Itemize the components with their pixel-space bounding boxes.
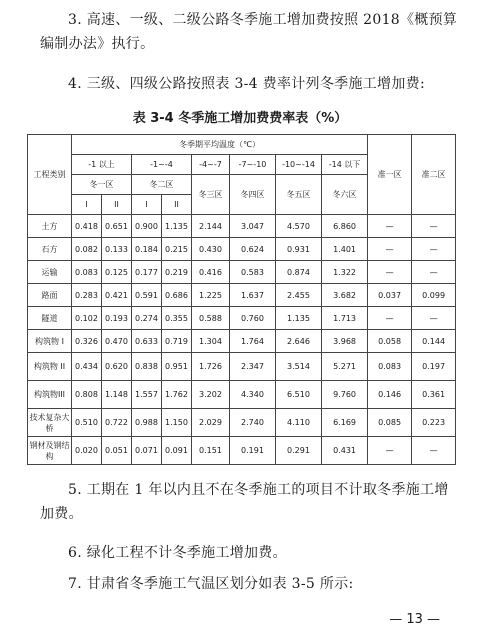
rate-cell: 0.083 — [368, 353, 412, 381]
rate-cell: 0.219 — [162, 261, 192, 284]
rate-cell: 0.620 — [102, 353, 132, 381]
rate-cell: 6.169 — [322, 409, 368, 437]
row-label: 土方 — [28, 215, 72, 238]
rate-cell: 0.071 — [132, 437, 162, 465]
header-range: -14 以下 — [322, 155, 368, 175]
rate-cell: 0.624 — [230, 238, 276, 261]
rate-cell: 1.135 — [276, 307, 322, 330]
header-zone: 冬六区 — [322, 175, 368, 215]
row-label: 构筑物III — [28, 381, 72, 409]
rate-cell: 4.570 — [276, 215, 322, 238]
rate-cell: 0.686 — [162, 284, 192, 307]
header-sub: I — [132, 195, 162, 215]
row-label: 隧道 — [28, 307, 72, 330]
rate-cell: 0.988 — [132, 409, 162, 437]
rate-cell: 3.514 — [276, 353, 322, 381]
header-zone: 冬二区 — [132, 175, 192, 195]
rate-cell: 0.082 — [72, 238, 102, 261]
header-range: -10~-14 — [276, 155, 322, 175]
rate-cell: 0.283 — [72, 284, 102, 307]
header-zone: 冬一区 — [72, 175, 132, 195]
rate-cell: — — [412, 261, 456, 284]
rate-cell: 1.304 — [192, 330, 230, 353]
rate-cell: 0.051 — [102, 437, 132, 465]
header-zhun2: 准二区 — [412, 135, 456, 215]
rate-cell: 0.193 — [102, 307, 132, 330]
table-row — [28, 381, 456, 409]
row-label: 路面 — [28, 284, 72, 307]
rate-cell: 0.808 — [72, 381, 102, 409]
rate-cell: 1.557 — [132, 381, 162, 409]
header-range: -1~-4 — [132, 155, 192, 175]
rate-cell: 0.510 — [72, 409, 102, 437]
rate-cell: 0.434 — [72, 353, 102, 381]
rate-cell: 0.470 — [102, 330, 132, 353]
rate-cell: 2.740 — [230, 409, 276, 437]
rate-cell: 0.874 — [276, 261, 322, 284]
header-sub: I — [72, 195, 102, 215]
header-sub: II — [162, 195, 192, 215]
rate-cell: 1.637 — [230, 284, 276, 307]
rate-cell: 1.713 — [322, 307, 368, 330]
rate-cell: 0.361 — [412, 381, 456, 409]
header-zone: 冬五区 — [276, 175, 322, 215]
rate-cell: 3.682 — [322, 284, 368, 307]
rate-cell: 0.633 — [132, 330, 162, 353]
rate-cell: 1.135 — [162, 215, 192, 238]
row-label: 石方 — [28, 238, 72, 261]
rate-cell: — — [412, 215, 456, 238]
rate-cell: 0.085 — [368, 409, 412, 437]
rate-cell: 6.860 — [322, 215, 368, 238]
rate-cell: 2.029 — [192, 409, 230, 437]
rate-cell: — — [368, 238, 412, 261]
rate-cell: 2.144 — [192, 215, 230, 238]
rate-cell: 0.223 — [412, 409, 456, 437]
rate-cell: 0.102 — [72, 307, 102, 330]
rate-cell: 0.184 — [132, 238, 162, 261]
rate-cell: 0.719 — [162, 330, 192, 353]
rate-cell: 9.760 — [322, 381, 368, 409]
header-range: -7~-10 — [230, 155, 276, 175]
rate-cell: — — [368, 437, 412, 465]
header-category: 工程类别 — [28, 135, 72, 215]
rate-cell: — — [368, 307, 412, 330]
rate-cell: 0.291 — [276, 437, 322, 465]
table-row — [28, 238, 456, 261]
rate-cell: 0.421 — [102, 284, 132, 307]
rate-cell: 0.083 — [72, 261, 102, 284]
rate-table — [27, 134, 456, 465]
rate-cell: 1.150 — [162, 409, 192, 437]
rate-cell: 0.133 — [102, 238, 132, 261]
rate-cell: 0.591 — [132, 284, 162, 307]
rate-cell: 0.431 — [322, 437, 368, 465]
rate-cell: 0.274 — [132, 307, 162, 330]
row-label: 构筑物 II — [28, 353, 72, 381]
rate-cell: 5.271 — [322, 353, 368, 381]
rate-cell: 0.951 — [162, 353, 192, 381]
rate-cell: — — [412, 437, 456, 465]
rate-cell: 1.148 — [102, 381, 132, 409]
rate-cell: 0.197 — [412, 353, 456, 381]
rate-cell: 0.177 — [132, 261, 162, 284]
header-zone: 冬四区 — [230, 175, 276, 215]
rate-cell: 1.726 — [192, 353, 230, 381]
rate-cell: 0.931 — [276, 238, 322, 261]
rate-cell: 3.202 — [192, 381, 230, 409]
rate-cell: — — [412, 307, 456, 330]
rate-cell: 0.418 — [72, 215, 102, 238]
rate-cell: 1.764 — [230, 330, 276, 353]
paragraph-6: 6. 绿化工程不计冬季施工增加费。 — [68, 545, 287, 561]
rate-cell: 4.340 — [230, 381, 276, 409]
rate-cell: 0.900 — [132, 215, 162, 238]
rate-cell: 3.047 — [230, 215, 276, 238]
rate-cell: 0.722 — [102, 409, 132, 437]
rate-cell: 0.037 — [368, 284, 412, 307]
rate-cell: 3.968 — [322, 330, 368, 353]
paragraph-4: 4. 三级、四级公路按照表 3-4 费率计列冬季施工增加费: — [68, 76, 425, 92]
table-row — [28, 284, 456, 307]
rate-cell: 0.326 — [72, 330, 102, 353]
rate-cell: 2.347 — [230, 353, 276, 381]
header-zhun1: 准一区 — [368, 135, 412, 215]
rate-cell: 0.416 — [192, 261, 230, 284]
rate-cell: 4.110 — [276, 409, 322, 437]
rate-cell: 0.651 — [102, 215, 132, 238]
row-label: 构筑物 I — [28, 330, 72, 353]
rate-cell: 0.099 — [412, 284, 456, 307]
rate-cell: 0.020 — [72, 437, 102, 465]
rate-cell: 0.760 — [230, 307, 276, 330]
rate-cell: 2.646 — [276, 330, 322, 353]
rate-cell: 0.091 — [162, 437, 192, 465]
rate-cell: 6.510 — [276, 381, 322, 409]
table-row — [28, 261, 456, 284]
header-avg-temp: 冬季期平均温度（℃） — [72, 135, 368, 155]
rate-cell: 1.225 — [192, 284, 230, 307]
rate-cell: 1.401 — [322, 238, 368, 261]
row-label: 钢材及钢结构 — [28, 437, 72, 465]
table-row — [28, 307, 456, 330]
header-range: -1 以上 — [72, 155, 132, 175]
rate-cell: 1.322 — [322, 261, 368, 284]
table-row — [28, 437, 456, 465]
rate-cell: — — [368, 261, 412, 284]
rate-cell: — — [368, 215, 412, 238]
header-sub: II — [102, 195, 132, 215]
rate-cell: 0.355 — [162, 307, 192, 330]
rate-cell: 0.838 — [132, 353, 162, 381]
rate-cell: 0.583 — [230, 261, 276, 284]
rate-cell: 1.762 — [162, 381, 192, 409]
rate-cell: 0.146 — [368, 381, 412, 409]
table-row — [28, 409, 456, 437]
table-title: 表 3-4 冬季施工增加费费率表（%） — [132, 111, 348, 126]
rate-cell: 0.144 — [412, 330, 456, 353]
rate-cell: 0.151 — [192, 437, 230, 465]
rate-cell: 0.215 — [162, 238, 192, 261]
table-row — [28, 353, 456, 381]
rate-cell: 0.430 — [192, 238, 230, 261]
rate-cell: 0.588 — [192, 307, 230, 330]
rate-cell: 0.125 — [102, 261, 132, 284]
rate-cell: 2.455 — [276, 284, 322, 307]
paragraph-3: 3. 高速、一级、二级公路冬季施工增加费按照 2018《概预算编制办法》执行。 — [40, 12, 458, 52]
paragraph-7: 7. 甘肃省冬季施工气温区划分如表 3-5 所示: — [68, 576, 354, 592]
header-range: -4~-7 — [192, 155, 230, 175]
rate-cell: 0.191 — [230, 437, 276, 465]
page-number: — 13 — — [389, 612, 440, 627]
rate-cell: 0.058 — [368, 330, 412, 353]
header-zone: 冬三区 — [192, 175, 230, 215]
row-label: 运输 — [28, 261, 72, 284]
row-label: 技术复杂大桥 — [28, 409, 72, 437]
rate-table-body — [28, 215, 456, 465]
rate-cell: — — [412, 238, 456, 261]
paragraph-5: 5. 工期在 1 年以内且不在冬季施工的项目不计取冬季施工增加费。 — [40, 482, 449, 522]
table-row — [28, 215, 456, 238]
table-row — [28, 330, 456, 353]
